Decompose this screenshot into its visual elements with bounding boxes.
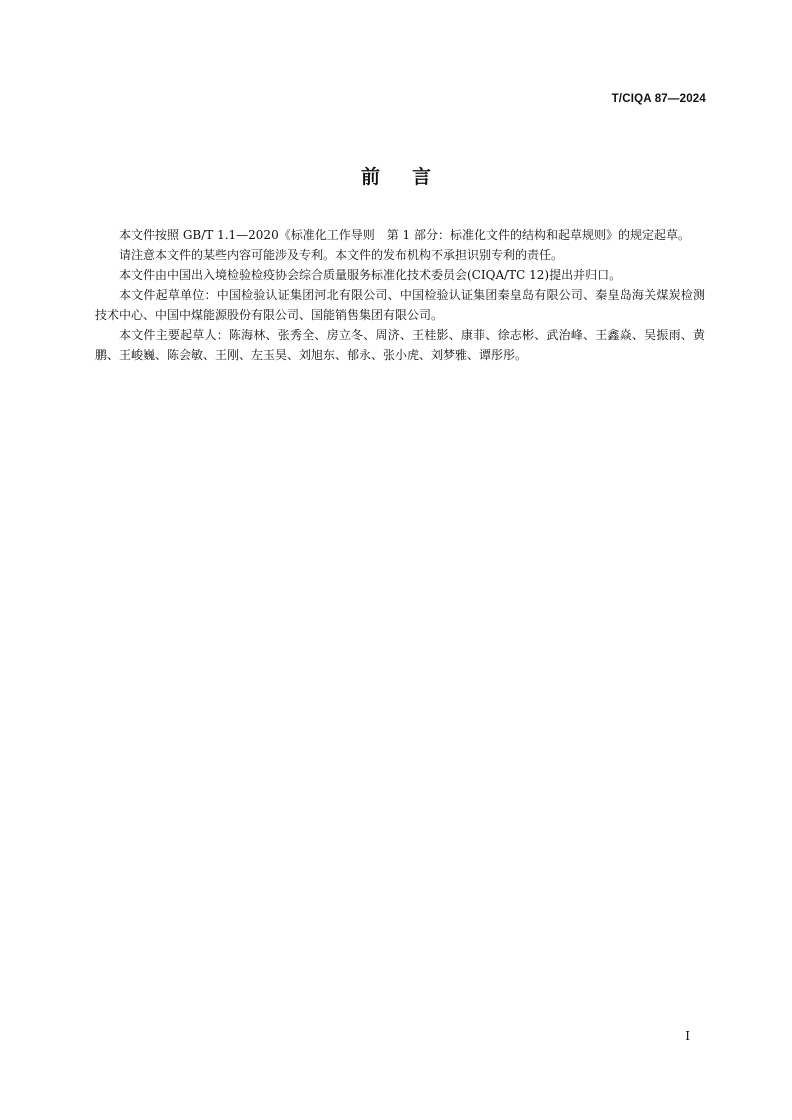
paragraph-drafters: 本文件主要起草人：陈海林、张秀全、房立冬、周济、王桂影、康菲、徐志彬、武治峰、王鑫焱、吴振雨、黄鹏、王峻巍、陈会敏、王刚、左玉昊、刘旭东、郁永、张小虎、刘梦雅、谭彤彤。 xyxy=(95,328,705,362)
paragraph-patent-notice: 请注意本文件的某些内容可能涉及专利。本文件的发布机构不承担识别专利的责任。 xyxy=(119,248,564,262)
paragraph-drafting-units: 本文件起草单位：中国检验认证集团河北有限公司、中国检验认证集团秦皇岛有限公司、秦皇岛海关煤炭检测技术中心、中国中煤能源股份有限公司、国能销售集团有限公司。 xyxy=(95,288,705,322)
page-number: I xyxy=(685,1029,690,1043)
foreword-body xyxy=(95,225,705,365)
paragraph-proposer: 本文件由中国出入境检验检疫协会综合质量服务标准化技术委员会(CIQA/TC 12)提出并归口。 xyxy=(119,268,622,282)
document-code: T/CIQA 87—2024 xyxy=(611,93,706,105)
page-title: 前言 xyxy=(360,166,463,188)
paragraph-drafting-rules: 本文件按照 GB/T 1.1—2020《标准化工作导则 第 1 部分：标准化文件的结构和起草规则》的规定起草。 xyxy=(119,228,690,242)
